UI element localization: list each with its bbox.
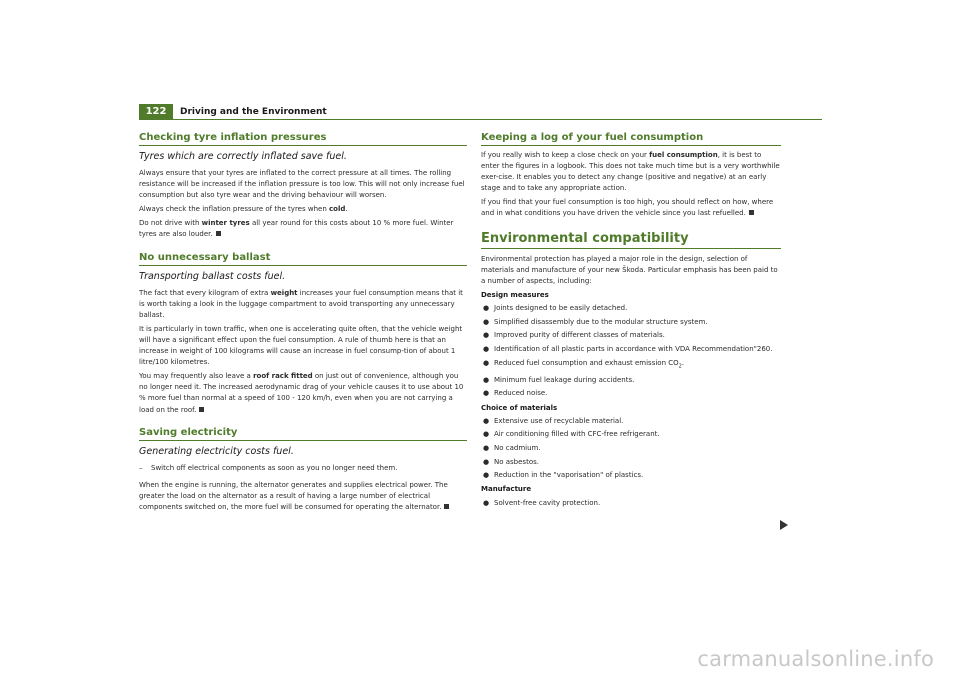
winter-tyres-term: winter tyres [201,219,250,228]
end-of-section-icon [444,504,449,509]
ballast-subheading: Transporting ballast costs fuel. [139,270,286,282]
design-measures-list [481,303,781,400]
ballast-paragraph-1: The fact that every kilogram of extra weight increases your fuel consumption means that it is worth taking a look in the luggage compartment to avoid transporting any unnecessary ballast. [139,288,463,319]
log-paragraph-1: If you really wish to keep a close check on your fuel consumption, it is best to enter the figures in a logbook. This does not take much time but is a very worthwhile exer-cise. It enables you to detect any change (positive and negative) at an early stage and to take any appropriate action. [481,151,780,193]
design-measures-label: Design measures [481,290,549,299]
ballast-paragraph-2: It is particularly in town traffic, when one is accelerating quite often, that the vehicle weight will have a significant effect upon the fuel consumption. A rule of thumb here is that an increase in weight of 100 kilograms will cause an increase in fuel consump-tion of about 1 litre/100 kilometres. [139,324,463,367]
list-item: ● Reduced noise. [481,388,781,399]
env-heading: Environmental compatibility [481,230,781,249]
list-item: ● Simplified disassembly due to the modular structure system. [481,317,781,328]
watermark: carmanualsonline.info [697,647,934,671]
header-rule [173,119,822,120]
page-number: 122 [139,104,173,120]
end-of-section-icon [199,407,204,412]
bullet-icon: ● [483,389,490,398]
page-title: Driving and the Environment [180,107,327,117]
manufacture-list [481,498,781,509]
list-item: ● Extensive use of recyclable material. [481,416,781,427]
electricity-heading: Saving electricity [139,426,467,441]
page-header [139,104,822,120]
list-item: ● Solvent-free cavity protection. [481,498,781,509]
tyre-subheading: Tyres which are correctly inflated save fuel. [139,151,347,162]
ballast-heading: No unnecessary ballast [139,251,467,266]
co2-subscript: 2 [678,363,682,370]
env-intro: Environmental protection has played a major role in the design, selection of materials and manufacture of your new Škoda. Particular emphasis has been paid to a number of aspects, including: [481,254,778,285]
list-item: ● Improved purity of different classes of materials. [481,330,781,341]
list-item: ● Identification of all plastic parts in accordance with VDA Recommendation"260. [481,344,781,355]
bullet-icon: ● [483,358,490,367]
cold-term: cold [328,205,346,214]
log-heading: Keeping a log of your fuel consumption [481,131,781,146]
electricity-paragraph-1: When the engine is running, the alternator generates and supplies electrical power. The greater the load on the alternator as a result of having a large number of electrical components switched on, the more fuel will be consumed for operating the alternator. [139,480,448,511]
dash-marker: – [139,463,143,472]
list-item: ● Reduction in the "vaporisation" of plastics. [481,470,781,481]
bullet-icon: ● [483,331,490,340]
bullet-icon: ● [483,444,490,453]
tyre-paragraph-3: Do not drive with winter tyres all year round for this costs about 10 % more fuel. Winter tyres are also louder. [139,219,454,239]
list-item: ● Reduced fuel consumption and exhaust emission $CO_2$. [483,358,685,370]
roof-rack-term: roof rack fitted [253,372,313,381]
end-of-section-icon [749,210,754,215]
bullet-icon: ● [483,375,490,384]
electricity-subheading: Generating electricity costs fuel. [139,445,294,457]
list-item: ● Air conditioning filled with CFC-free refrigerant. [481,429,781,440]
bullet-icon: ● [483,345,490,353]
right-column [481,131,781,512]
list-item: ● No asbestos. [481,457,781,468]
tyre-paragraph-2: Always check the inflation pressure of the tyres when cold. [139,205,348,214]
bullet-icon: ● [483,416,490,425]
materials-label: Choice of materials [481,403,558,412]
ballast-paragraph-3: You may frequently also leave a roof rack fitted on just out of convenience, although you no longer need it. The increased aerodynamic drag of your vehicle causes it to use about 10 % more fuel than normal at a speed of 100 - 120 km/h, even when you are not carrying a load on the roof. [139,372,464,414]
log-paragraph-2: If you find that your fuel consumption is too high, you should reflect on how, where and in what conditions you have driven the vehicle since you last refuelled. [481,198,774,218]
bullet-icon: ● [483,317,490,326]
left-column [139,131,467,516]
electricity-step: – Switch off electrical components as soon as you no longer need them. [139,463,467,474]
materials-list [481,416,781,482]
bullet-icon: ● [483,303,490,312]
weight-term: weight [270,288,298,297]
bullet-icon: ● [483,457,490,466]
end-of-section-icon [216,231,221,236]
tyre-heading: Checking tyre inflation pressures [139,131,467,146]
fuel-consumption-term: fuel consumption [649,151,718,159]
manufacture-label: Manufacture [481,485,532,494]
next-page-arrow-icon[interactable] [780,520,788,530]
tyre-paragraph-1: Always ensure that your tyres are inflated to the correct pressure at all times. The rolling resistance will be increased if the inflation pressure is too low. This will not only increase fuel consumption but also tyre wear and the driving behaviour will worsen. [139,169,465,200]
bullet-icon: ● [483,471,490,480]
list-item: ● Minimum fuel leakage during accidents. [481,375,781,386]
list-item: ● Joints designed to be easily detached. [481,303,781,314]
bullet-icon: ● [483,430,490,439]
list-item: ● No cadmium. [481,443,781,454]
bullet-icon: ● [483,498,490,507]
